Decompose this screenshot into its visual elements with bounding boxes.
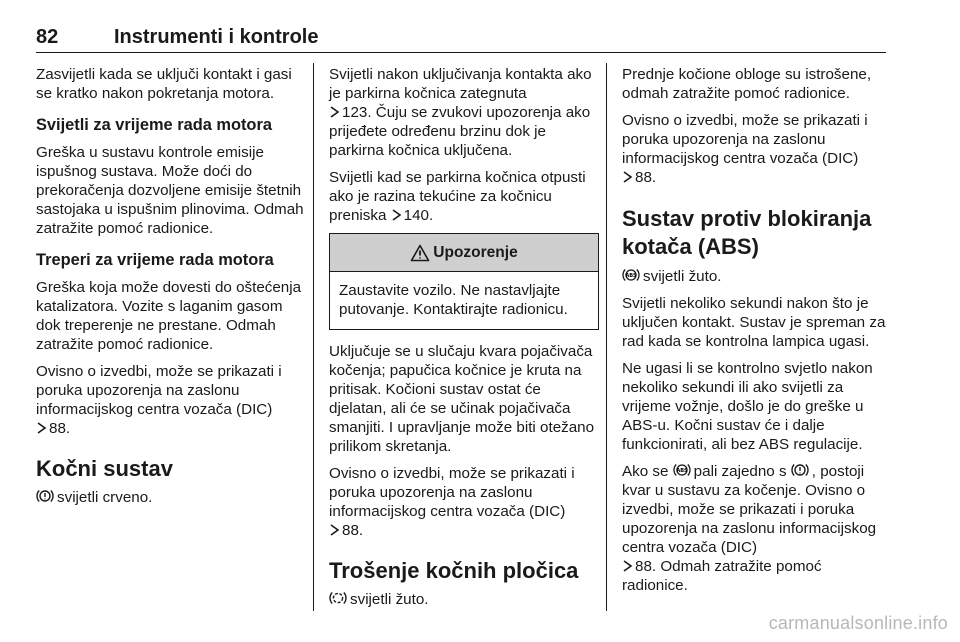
page-reference-arrow-icon[interactable] [329, 524, 340, 536]
warning-header [330, 234, 598, 272]
warning-title: Upozorenje [433, 244, 518, 261]
warning-text: Zaustavite vozilo. Ne nastavljajte putovanje. Kontaktirajte radionicu. [339, 282, 568, 318]
page-reference-arrow-icon[interactable] [622, 171, 633, 183]
page-reference-arrow-icon[interactable] [36, 422, 47, 434]
section-title: Instrumenti i kontrole [114, 26, 319, 48]
brake-warning-icon [791, 462, 809, 478]
heading-running: Svijetli za vrijeme rada motora [36, 116, 272, 134]
column-divider [606, 63, 607, 611]
page-reference-arrow-icon[interactable] [329, 106, 340, 118]
page-header [36, 26, 886, 52]
warning-box [329, 233, 599, 330]
abs-icon [673, 462, 691, 478]
paragraph: Prednje kočione obloge su istrošene, odmah zatražite pomoć radionice. [622, 66, 872, 102]
heading-brake-system: Kočni sustav [36, 456, 173, 481]
paragraph: Ako se ABS pali zajedno s , postoji kvar u sustavu za kočenje. Ovisno o izvedbi, može se prikazati i poruka upozorenja na zaslonu informacijskog centra vozača (DIC) 88. Odmah zatražite pomoć radionice. [622, 463, 877, 594]
page-reference-arrow-icon[interactable] [622, 560, 633, 572]
watermark: carmanualsonline.info [768, 613, 948, 633]
column-1 [36, 65, 304, 515]
paragraph: Ne ugasi li se kontrolno svjetlo nakon nekoliko sekundi ili ako svijetli za vrijeme vožnje, došlo je do greške u ABS-u. Kočni sustav će i dalje funkcionirati, ali bez ABS regulacije. [622, 360, 873, 453]
column-divider [313, 63, 314, 611]
paragraph: svijetli crveno. [36, 488, 304, 507]
heading-brake-pads: Trošenje kočnih pločica [329, 558, 579, 583]
heading-abs: Sustav protiv blokiranja kotača (ABS) [622, 206, 872, 259]
paragraph: Greška koja može dovesti do oštećenja katalizatora. Vozite s laganim gasom dok treperenje ne prestane. Odmah zatražite pomoć radionice. [36, 279, 302, 353]
paragraph: Zasvijetli kada se uključi kontakt i gasi se kratko nakon pokretanja motora. [36, 66, 292, 102]
paragraph: ABS svijetli žuto. [622, 267, 890, 286]
paragraph: Greška u sustavu kontrole emisije ispušnog sustava. Može doći do prekoračenja dozvoljene emisije štetnih sastojaka u ispušnim plinovima. Odmah zatražite pomoć radionice. [36, 144, 304, 237]
column-3 [622, 65, 890, 603]
paragraph: Uključuje se u slučaju kvara pojačivača kočenja; papučica kočnice je kruta na pritisak. Kočioni sustav ostat će djelatan, ali će se učinak pojačivača smanjiti. I upravljanje može biti otežano prilikom skretanja. [329, 343, 595, 455]
page-number: 82 [36, 26, 59, 48]
header-rule [36, 52, 886, 53]
paragraph: Svijetli kad se parkirna kočnica otpusti ako je razina tekućine za kočnicu preniska 140. [329, 169, 586, 224]
abs-icon [622, 267, 640, 283]
svg-text:ABS: ABS [625, 273, 637, 279]
paragraph: Svijetli nakon uključivanja kontakta ako je parkirna kočnica zategnuta 123. Čuju se zvukovi upozorenja ako prijeđete određenu brzinu dok je parkirna kočnica uključena. [329, 66, 592, 159]
paragraph: Ovisno o izvedbi, može se prikazati i poruka upozorenja na zaslonu informacijskog centra vozača (DIC) 88. [329, 465, 575, 539]
heading-flashing: Treperi za vrijeme rada motora [36, 251, 274, 269]
paragraph: svijetli žuto. [329, 590, 599, 609]
page-reference-arrow-icon[interactable] [391, 209, 402, 221]
paragraph: Ovisno o izvedbi, može se prikazati i poruka upozorenja na zaslonu informacijskog centra vozača (DIC) 88. [36, 363, 282, 437]
brake-warning-icon [36, 488, 54, 504]
warning-triangle-icon [410, 244, 430, 262]
brake-pad-wear-icon [329, 590, 347, 606]
paragraph: Svijetli nekoliko sekundi nakon što je uključen kontakt. Sustav je spreman za rad kada se kontrolna lampica ugasi. [622, 295, 886, 350]
paragraph: Ovisno o izvedbi, može se prikazati i poruka upozorenja na zaslonu informacijskog centra vozača (DIC) 88. [622, 112, 868, 186]
column-2 [329, 65, 599, 617]
svg-text:ABS: ABS [676, 468, 688, 474]
